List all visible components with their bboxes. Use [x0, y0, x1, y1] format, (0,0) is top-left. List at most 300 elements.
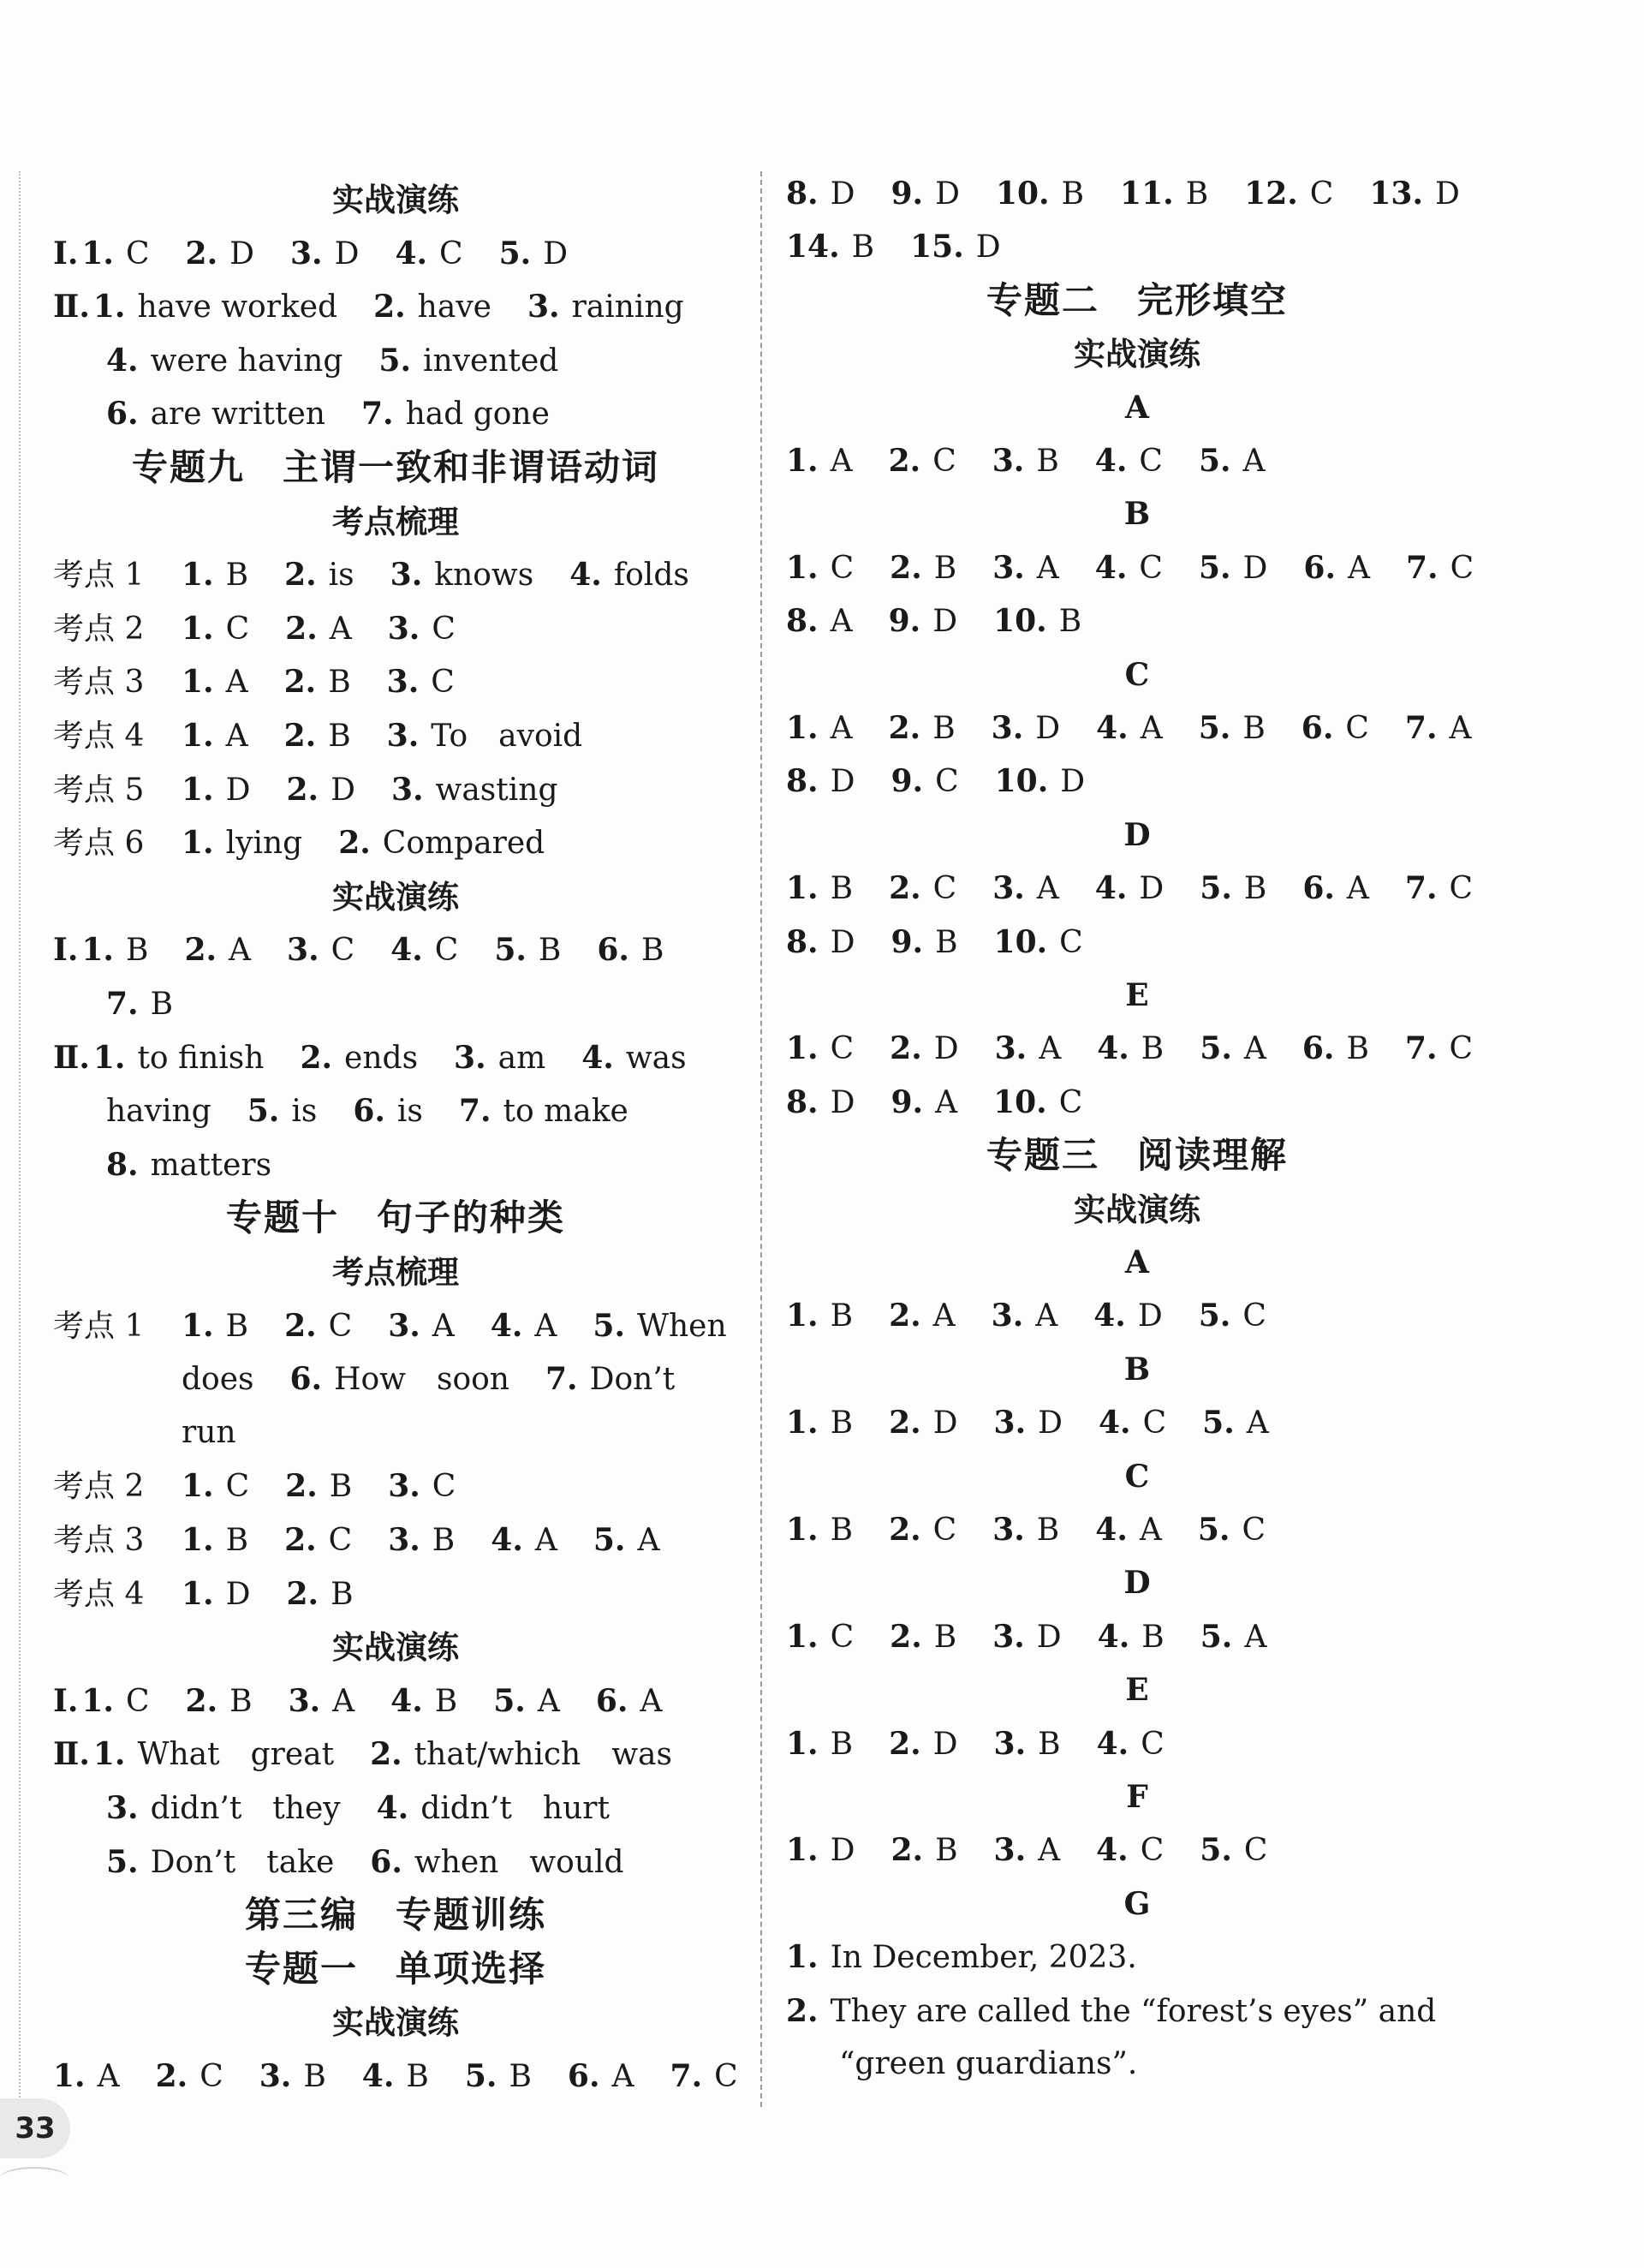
answer-text: B — [1242, 711, 1266, 746]
answer-line — [53, 334, 594, 387]
question-number: 8. — [786, 1083, 819, 1120]
topic-heading: 专题九 主谓一致和非谓语动词 — [131, 446, 659, 488]
answer-text: C — [432, 611, 456, 647]
answer-text: A — [637, 1523, 660, 1558]
question-number: 2. — [786, 1992, 819, 2029]
answer-line — [786, 1984, 1472, 2038]
answer-text: A — [932, 1298, 956, 1334]
answer-line — [53, 763, 594, 816]
answer-line — [786, 1289, 1302, 1342]
answer-text: A — [1139, 1513, 1162, 1548]
binding-edge — [19, 171, 21, 2107]
question-number: 3. — [993, 1405, 1027, 1441]
answer-text: having — [106, 1094, 211, 1130]
question-number: 2. — [155, 2058, 188, 2094]
answer-text: B — [1346, 1031, 1369, 1067]
question-number: 4. — [491, 1522, 523, 1558]
answer-text: A — [225, 665, 248, 701]
question-number: 8. — [786, 176, 819, 212]
answer-text: is — [396, 1094, 423, 1130]
answer-text: C — [1449, 871, 1474, 907]
question-number: 3. — [388, 1307, 420, 1344]
question-number: 9. — [890, 763, 924, 800]
answer-text: B — [434, 1683, 458, 1719]
answer-text: C — [932, 871, 957, 907]
question-number: 2. — [185, 235, 218, 272]
answer-line — [53, 1674, 698, 1728]
question-number: 10. — [993, 603, 1047, 640]
question-number: 2. — [283, 718, 317, 754]
answer-text: A — [640, 1683, 663, 1719]
question-number: 8. — [786, 603, 819, 640]
question-number: 1. — [81, 1682, 114, 1719]
answer-text: A — [1246, 1406, 1269, 1441]
kaodian-label: 考点 6 — [53, 826, 145, 862]
answer-text: wasting — [435, 772, 558, 808]
answer-text: C — [1242, 1298, 1266, 1334]
answer-line — [53, 977, 209, 1030]
question-number: 3. — [992, 549, 1025, 586]
answer-text: B — [830, 1726, 854, 1762]
answer-line — [53, 387, 586, 440]
question-number: 6. — [370, 1843, 402, 1880]
answer-text: B — [830, 1298, 854, 1334]
answer-text: B — [830, 1406, 854, 1441]
question-number: 4. — [376, 1790, 409, 1826]
answer-text: A — [97, 2059, 120, 2094]
question-number: 6. — [289, 1361, 323, 1398]
question-number: 12. — [1244, 176, 1298, 212]
question-number: 15. — [910, 229, 964, 266]
question-number: 5. — [106, 1843, 139, 1880]
answer-text: to finish — [137, 1040, 265, 1076]
answer-text: A — [225, 719, 248, 754]
question-number: 5. — [1202, 1405, 1235, 1441]
question-number: 5. — [593, 1522, 626, 1558]
answer-text: B — [1141, 1619, 1164, 1655]
answer-text: does — [182, 1362, 254, 1398]
question-number: 10. — [993, 923, 1048, 960]
question-number: 6. — [1302, 870, 1335, 907]
answer-text: Compared — [382, 826, 545, 862]
topic-heading: 专题一 单项选择 — [244, 1947, 546, 1990]
question-number: 5. — [593, 1307, 625, 1344]
answer-text: knows — [434, 558, 534, 594]
answer-text: are written — [150, 397, 325, 433]
answer-text: D — [830, 924, 855, 960]
question-number: 7. — [545, 1361, 578, 1398]
question-number: 4. — [1094, 443, 1128, 479]
answer-text: D — [1036, 1619, 1062, 1655]
passage-letter: A — [1125, 1244, 1149, 1280]
answer-text: A — [1036, 871, 1059, 907]
column-divider — [760, 171, 762, 2107]
question-number: 3. — [387, 610, 420, 647]
answer-text: have worked — [137, 289, 338, 325]
answer-text: am — [497, 1040, 546, 1076]
answer-text: C — [331, 933, 355, 969]
answer-text: B — [150, 987, 174, 1022]
answer-text: D — [932, 604, 958, 640]
question-number: 4. — [1097, 1030, 1129, 1067]
question-number: 2. — [889, 1405, 921, 1441]
answer-text: C — [225, 1469, 250, 1505]
answer-text: B — [830, 1513, 854, 1548]
question-number: 10. — [993, 1083, 1047, 1120]
answer-line — [53, 1782, 646, 1835]
question-number: 5. — [378, 342, 411, 379]
answer-text: D — [975, 230, 1001, 266]
answer-text: D — [830, 1084, 855, 1120]
topic-heading: 专题二 完形填空 — [986, 278, 1288, 321]
answer-text: that/which was — [414, 1737, 672, 1773]
question-number: 4. — [1093, 1298, 1126, 1334]
question-number: 9. — [888, 603, 921, 640]
question-number: 1. — [786, 1405, 819, 1441]
question-number: 5. — [247, 1093, 280, 1130]
question-number: 3. — [992, 1512, 1025, 1548]
answer-line — [786, 916, 1119, 969]
answer-text: A — [1035, 1298, 1058, 1334]
question-number: 1. — [92, 1736, 126, 1773]
question-number: 4. — [1096, 710, 1129, 746]
answer-text: C — [434, 933, 459, 969]
question-number: 2. — [889, 1512, 921, 1548]
question-number: 2. — [185, 1682, 218, 1719]
answer-text: B — [303, 2059, 326, 2094]
answer-text: A — [935, 1084, 958, 1120]
answer-text: C — [932, 444, 956, 479]
answer-text: C — [1059, 924, 1083, 960]
question-number: 1. — [182, 825, 214, 862]
section-heading: 实战演练 — [1074, 1190, 1200, 1228]
question-number: 2. — [286, 771, 319, 808]
question-number: 1. — [786, 1512, 819, 1548]
question-number: 4. — [1096, 1832, 1129, 1869]
question-number: 1. — [81, 235, 114, 272]
answer-line — [786, 1931, 1173, 1984]
answer-text: D — [1242, 550, 1268, 586]
question-number: 2. — [890, 1030, 922, 1067]
question-number: 1. — [182, 557, 214, 594]
answer-text: D — [1434, 176, 1460, 212]
section-heading: 考点梳理 — [332, 1253, 459, 1291]
answer-text: A — [1348, 550, 1370, 586]
question-number: 2. — [285, 1468, 318, 1505]
answer-line — [53, 655, 491, 708]
answer-line — [786, 862, 1509, 915]
answer-line — [786, 1022, 1509, 1075]
answer-text: B — [328, 665, 351, 701]
kaodian-label: 考点 4 — [53, 1576, 145, 1612]
answer-text: They are called the “forest’s eyes” and — [830, 1993, 1437, 2029]
answer-line — [786, 1610, 1302, 1663]
answer-text: In December, 2023. — [830, 1940, 1137, 1976]
answer-line — [53, 709, 618, 762]
section-heading: 实战演练 — [1074, 335, 1200, 373]
answer-text: B — [1185, 176, 1209, 212]
question-number: 4. — [1095, 1512, 1128, 1548]
question-number: 5. — [1200, 1618, 1233, 1655]
answer-text: B — [509, 2059, 532, 2094]
roman-numeral: Ⅱ. — [53, 289, 90, 325]
question-number: 3. — [289, 235, 323, 272]
answer-text: D — [932, 1726, 958, 1762]
answer-text: have — [417, 289, 491, 325]
question-number: 7. — [360, 396, 394, 433]
question-number: 3. — [388, 1468, 420, 1505]
answer-text: A — [1346, 871, 1369, 907]
answer-line — [786, 1076, 1118, 1129]
question-number: 4. — [1094, 549, 1128, 586]
answer-line — [786, 220, 1037, 273]
answer-text: C — [1450, 550, 1474, 586]
answer-line — [786, 701, 1508, 755]
answer-text: C — [1142, 1406, 1167, 1441]
answer-text: were having — [150, 343, 343, 379]
question-number: 6. — [597, 932, 629, 969]
answer-text: A — [1039, 1031, 1062, 1067]
question-number: 2. — [889, 1298, 921, 1334]
answer-text: A — [537, 1683, 560, 1719]
answer-text: B — [538, 933, 562, 969]
kaodian-label: 考点 5 — [53, 772, 145, 808]
answer-text: was — [625, 1040, 687, 1076]
answer-text: A — [1243, 1031, 1266, 1067]
question-number: 3. — [288, 1682, 321, 1719]
question-number: 3. — [388, 1522, 420, 1558]
answer-text: C — [714, 2059, 738, 2094]
question-number: 1. — [182, 1522, 214, 1558]
question-number: 5. — [1198, 443, 1231, 479]
question-number: 1. — [786, 1298, 819, 1334]
question-number: 2. — [286, 1575, 319, 1612]
answer-text: A — [830, 444, 853, 479]
question-number: 11. — [1120, 176, 1174, 212]
kaodian-label: 考点 2 — [53, 611, 145, 647]
question-number: 6. — [106, 396, 139, 433]
answer-line — [53, 1406, 272, 1459]
question-number: 4. — [390, 932, 423, 969]
answer-text: A — [1242, 444, 1266, 479]
question-number: 1. — [786, 870, 819, 907]
question-number: 2. — [890, 1618, 922, 1655]
answer-line — [53, 1084, 664, 1137]
passage-letter: D — [1123, 1565, 1151, 1602]
answer-text: B — [406, 2059, 429, 2094]
answer-text: B — [229, 1683, 253, 1719]
answer-text: B — [932, 711, 956, 746]
question-number: 7. — [1404, 870, 1438, 907]
topic-heading: 专题十 句子的种类 — [225, 1197, 565, 1239]
question-number: 5. — [493, 1682, 526, 1719]
question-number: 8. — [786, 923, 819, 960]
roman-numeral: Ⅱ. — [53, 1039, 90, 1076]
question-number: 3. — [993, 1725, 1027, 1762]
question-number: 10. — [995, 176, 1050, 212]
question-number: 2. — [285, 610, 318, 647]
question-number: 1. — [182, 1575, 214, 1612]
question-number: 8. — [106, 1146, 139, 1183]
section-heading: 实战演练 — [332, 181, 459, 218]
answer-text: B — [331, 1576, 354, 1612]
kaodian-label: 考点 4 — [53, 719, 145, 754]
answer-text: B — [432, 1523, 456, 1558]
question-number: 1. — [786, 1618, 819, 1655]
answer-line — [53, 1138, 307, 1191]
answer-text: C — [328, 1523, 353, 1558]
kaodian-label: 考点 1 — [53, 558, 145, 594]
question-number: 2. — [184, 932, 217, 969]
question-number: 2. — [338, 825, 371, 862]
answer-line — [53, 548, 725, 601]
question-number: 10. — [994, 763, 1049, 800]
answer-text: C — [125, 1683, 150, 1719]
answer-text: C — [200, 2059, 223, 2094]
page-number: 33 — [0, 2098, 70, 2158]
question-number: 3. — [992, 870, 1025, 907]
question-number: 1. — [81, 932, 114, 969]
roman-numeral: Ⅰ. — [53, 235, 79, 272]
answer-text: D — [933, 1031, 959, 1067]
answer-text: B — [1243, 871, 1267, 907]
question-number: 4. — [390, 1682, 423, 1719]
answer-text: C — [1449, 1031, 1474, 1067]
question-number: 2. — [370, 1736, 402, 1773]
answer-text: When — [636, 1308, 727, 1344]
answer-text: A — [1140, 711, 1163, 746]
question-number: 1. — [182, 664, 214, 701]
question-number: 2. — [300, 1039, 333, 1076]
answer-text: C — [1345, 711, 1369, 746]
answer-text: A — [830, 711, 853, 746]
roman-numeral: Ⅱ. — [53, 1736, 90, 1773]
question-number: 4. — [569, 557, 602, 594]
question-number: 4. — [1094, 870, 1128, 907]
question-number: 1. — [786, 1030, 819, 1067]
passage-letter: B — [1123, 1351, 1151, 1388]
question-number: 1. — [786, 1725, 819, 1762]
answer-text: when would — [414, 1844, 624, 1880]
question-number: 2. — [888, 710, 921, 746]
passage-letter: A — [1125, 389, 1149, 426]
answer-line — [53, 816, 581, 869]
answer-text: B — [640, 933, 664, 969]
answer-text: A — [534, 1523, 557, 1558]
passage-letter: C — [1124, 656, 1150, 693]
question-number: 3. — [991, 710, 1024, 746]
question-number: 13. — [1369, 176, 1423, 212]
question-number: 7. — [106, 986, 139, 1022]
answer-text: B — [1038, 1726, 1061, 1762]
question-number: 1. — [53, 2058, 86, 2094]
question-number: 7. — [458, 1093, 491, 1130]
answer-text: B — [851, 230, 875, 266]
passage-letter: G — [1123, 1885, 1151, 1922]
question-number: 3. — [287, 932, 319, 969]
answer-text: A — [1244, 1619, 1267, 1655]
question-number: 4. — [581, 1039, 614, 1076]
question-number: 1. — [182, 610, 214, 647]
question-number: 2. — [889, 1725, 921, 1762]
answer-text: B — [933, 550, 957, 586]
answer-text: B — [1036, 444, 1059, 479]
answer-text: A — [830, 604, 853, 640]
answer-text: is — [291, 1094, 318, 1130]
question-number: 3. — [259, 2058, 292, 2094]
question-number: 6. — [353, 1093, 385, 1130]
answer-text: C — [431, 665, 455, 701]
answer-text: A — [534, 1308, 557, 1344]
question-number: 4. — [1096, 1725, 1129, 1762]
section-heading: 实战演练 — [332, 2003, 459, 2042]
answer-line — [786, 541, 1510, 594]
answer-line — [53, 1031, 723, 1084]
answer-text: D — [225, 772, 251, 808]
answer-text: D — [229, 236, 254, 272]
section-heading: 考点梳理 — [332, 502, 459, 540]
answer-text: C — [830, 1031, 855, 1067]
kaodian-label: 考点 2 — [53, 1469, 145, 1505]
roman-numeral: Ⅰ. — [53, 932, 79, 969]
answer-text: D — [932, 1406, 958, 1441]
topic-heading: 第三编 专题训练 — [244, 1894, 546, 1937]
question-number: 5. — [1200, 1832, 1232, 1869]
answer-text: C — [1058, 1084, 1083, 1120]
answer-line — [53, 1352, 711, 1406]
answer-line — [786, 1503, 1302, 1556]
answer-line — [786, 167, 1496, 220]
answer-text: D — [225, 1576, 251, 1612]
answer-text: D — [1060, 764, 1086, 800]
answer-text: B — [1141, 1031, 1164, 1067]
question-number: 1. — [786, 1832, 819, 1869]
question-number: 1. — [786, 443, 819, 479]
question-number: 2. — [888, 443, 921, 479]
answer-text: D — [830, 1833, 855, 1869]
answer-text: B — [225, 1523, 249, 1558]
answer-text: lying — [225, 826, 303, 862]
answer-text: D — [543, 236, 569, 272]
question-number: 6. — [1302, 1030, 1335, 1067]
answer-text: raining — [571, 289, 684, 325]
section-heading: 实战演练 — [332, 1628, 459, 1667]
answer-line — [53, 1513, 695, 1567]
question-number: 3. — [994, 1030, 1028, 1067]
question-number: 5. — [1200, 870, 1232, 907]
passage-letter: E — [1125, 977, 1149, 1013]
answer-line — [53, 1567, 390, 1620]
answer-text: D — [334, 236, 360, 272]
kaodian-label: 考点 1 — [53, 1308, 145, 1344]
question-number: 5. — [1197, 1512, 1230, 1548]
question-number: 3. — [454, 1039, 486, 1076]
answer-text: B — [329, 1469, 353, 1505]
question-number: 2. — [373, 289, 406, 325]
answer-text: B — [1061, 176, 1085, 212]
question-number: 5. — [1198, 710, 1231, 746]
page-curl-decoration — [0, 2167, 68, 2189]
question-number: 1. — [182, 771, 214, 808]
question-number: 1. — [92, 1039, 126, 1076]
answer-text: A — [611, 2059, 634, 2094]
question-number: 4. — [490, 1307, 523, 1344]
answer-text: B — [1058, 604, 1082, 640]
question-number: 6. — [567, 2058, 600, 2094]
answer-text: B — [935, 924, 958, 960]
question-number: 3. — [106, 1790, 139, 1826]
question-number: 4. — [1097, 1618, 1130, 1655]
